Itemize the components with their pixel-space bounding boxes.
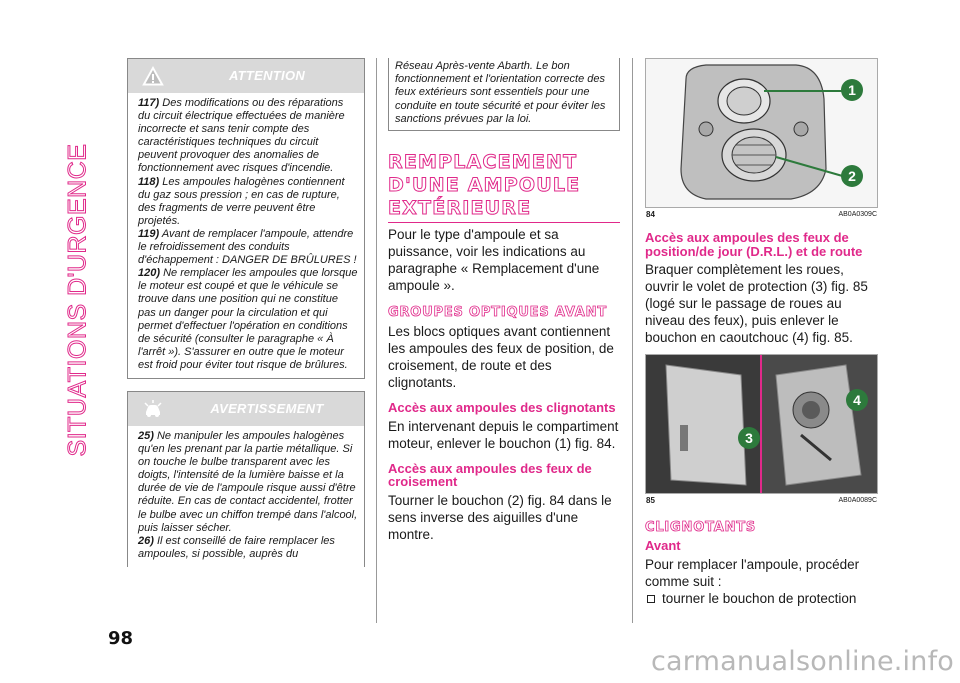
acces-clignotants-heading: Accès aux ampoules des clignotants — [388, 400, 616, 416]
avertissement-title: AVERTISSEMENT — [210, 400, 324, 416]
acces-croisement-text: Tourner le bouchon (2) fig. 84 dans le sens inverse des aiguilles d'une montre. — [388, 492, 612, 542]
figure-85 — [645, 354, 878, 494]
figure-number: 84 — [646, 210, 655, 219]
drl-text: Braquer complètement les roues, ouvrir le volet de protection (3) fig. 85 (logé sur le passage de roues au niveau des feux), puis enlever le bouchon en caoutchouc (4) fig. 85. — [645, 262, 868, 345]
figure-code: AB0A0309C — [838, 211, 877, 218]
attention-item: 120) Ne remplacer les ampoules que lorsque le moteur est coupé et que le véhicule se trouve dans une position qui ne constitue pas un danger pour la circulation et qui permet d'effectuer l'opération en conditions de sécurité (consulter le paragraphe « À l'arrêt »). S'assurer en outre que le moteur est froid pour éviter tout risque de brûlures. — [138, 267, 358, 371]
attention-header — [128, 59, 364, 93]
car-warning-icon — [142, 399, 164, 419]
side-title-text: SITUATIONS D'URGENCE — [63, 143, 92, 457]
groupes-text: Les blocs optiques avant contiennent les ampoules des feux de position, de croisement, de route et des clignotants. — [388, 324, 614, 391]
attention-list — [128, 93, 364, 378]
figure-code: AB0A0089C — [838, 497, 877, 504]
figure-number: 85 — [646, 496, 655, 505]
avertissement-item: 25) Ne manipuler les ampoules halogènes qu'en les prenant par la partie métallique. Si on touche le bulbe transparent avec les doigts, l'intensité de la lumière baisse et la durée de vie de l'ampoule risque aussi d'être réduite. En cas de contact accidentel, frotter le bulbe avec un chiffon trempé dans l'alcool, puis laisser sécher. — [138, 429, 358, 534]
avertissement-item: 26) Il est conseillé de faire remplacer les ampoules, si possible, auprès du — [138, 534, 335, 560]
list-item — [645, 590, 878, 607]
watermark: carmanualsonline.info — [651, 646, 954, 677]
column-left — [127, 58, 365, 567]
groupes-heading: GROUPES OPTIQUES AVANT — [388, 305, 608, 321]
column-divider — [632, 58, 633, 623]
checkbox-bullet-icon — [647, 595, 655, 603]
figure-84 — [645, 58, 878, 208]
avertissement-box — [127, 391, 365, 567]
drl-heading: Accès aux ampoules des feux de position/de jour (D.R.L.) et de route — [645, 230, 863, 259]
attention-item: 118) Les ampoules halogènes contiennent du gaz sous pression ; en cas de rupture, des fragments de verre peuvent être projetés. — [138, 175, 345, 227]
column-divider — [376, 58, 377, 623]
callout-number-4: 4 — [846, 389, 868, 411]
callout-number-3: 3 — [738, 427, 760, 449]
attention-item: 117) Des modifications ou des réparations du circuit électrique effectuées de manière incorrecte et sans tenir compte des caractéristiques techniques du circuit peuvent provoquer des anomalies de fonctionnement avec risques d'incendie. — [138, 97, 345, 175]
heading-rule — [388, 222, 620, 223]
callout-number-1: 1 — [841, 79, 863, 101]
acces-clignotants-text: En intervenant depuis le compartiment moteur, enlever le bouchon (1) fig. 84. — [388, 418, 619, 451]
attention-title: ATTENTION — [228, 68, 306, 83]
avant-text: Pour remplacer l'ampoule, procéder comme suit : — [645, 556, 860, 589]
bullet-text: tourner le bouchon de protection — [662, 590, 857, 606]
warning-triangle-icon — [142, 66, 164, 86]
clignotants-heading: CLIGNOTANTS — [645, 520, 757, 535]
acces-croisement-heading: Accès aux ampoules des feux de croisement — [388, 460, 592, 490]
wheel-arch-illustration — [646, 355, 877, 493]
avertissement-header — [128, 392, 364, 426]
callout-number-2: 2 — [841, 165, 863, 187]
page-number: 98 — [108, 628, 134, 649]
avant-heading: Avant — [645, 538, 681, 553]
figure-85-caption — [645, 494, 878, 505]
avertissement-continued: Réseau Après-vente Abarth. Le bon fonctionnement et l'orientation correcte des feux extérieurs sont essentiels pour une conduite en toute sécurité et pour éviter les sanctions prévues par la loi. — [388, 58, 620, 131]
attention-box — [127, 58, 365, 379]
attention-item: 119) Avant de remplacer l'ampoule, attendre le refroidissement des conduits d'échappement : DANGER DE BRÛLURES ! — [138, 227, 357, 267]
column-middle — [388, 58, 620, 543]
column-right — [645, 58, 878, 607]
intro-text: Pour le type d'ampoule et sa puissance, voir les indications au paragraphe « Remplacement d'une ampoule ». — [388, 227, 600, 294]
headlamp-illustration — [646, 59, 877, 207]
figure-84-caption — [645, 208, 878, 219]
avertissement-list — [128, 426, 364, 567]
section-heading: REMPLACEMENT D'UNE AMPOULE EXTÉRIEURE — [388, 151, 581, 220]
